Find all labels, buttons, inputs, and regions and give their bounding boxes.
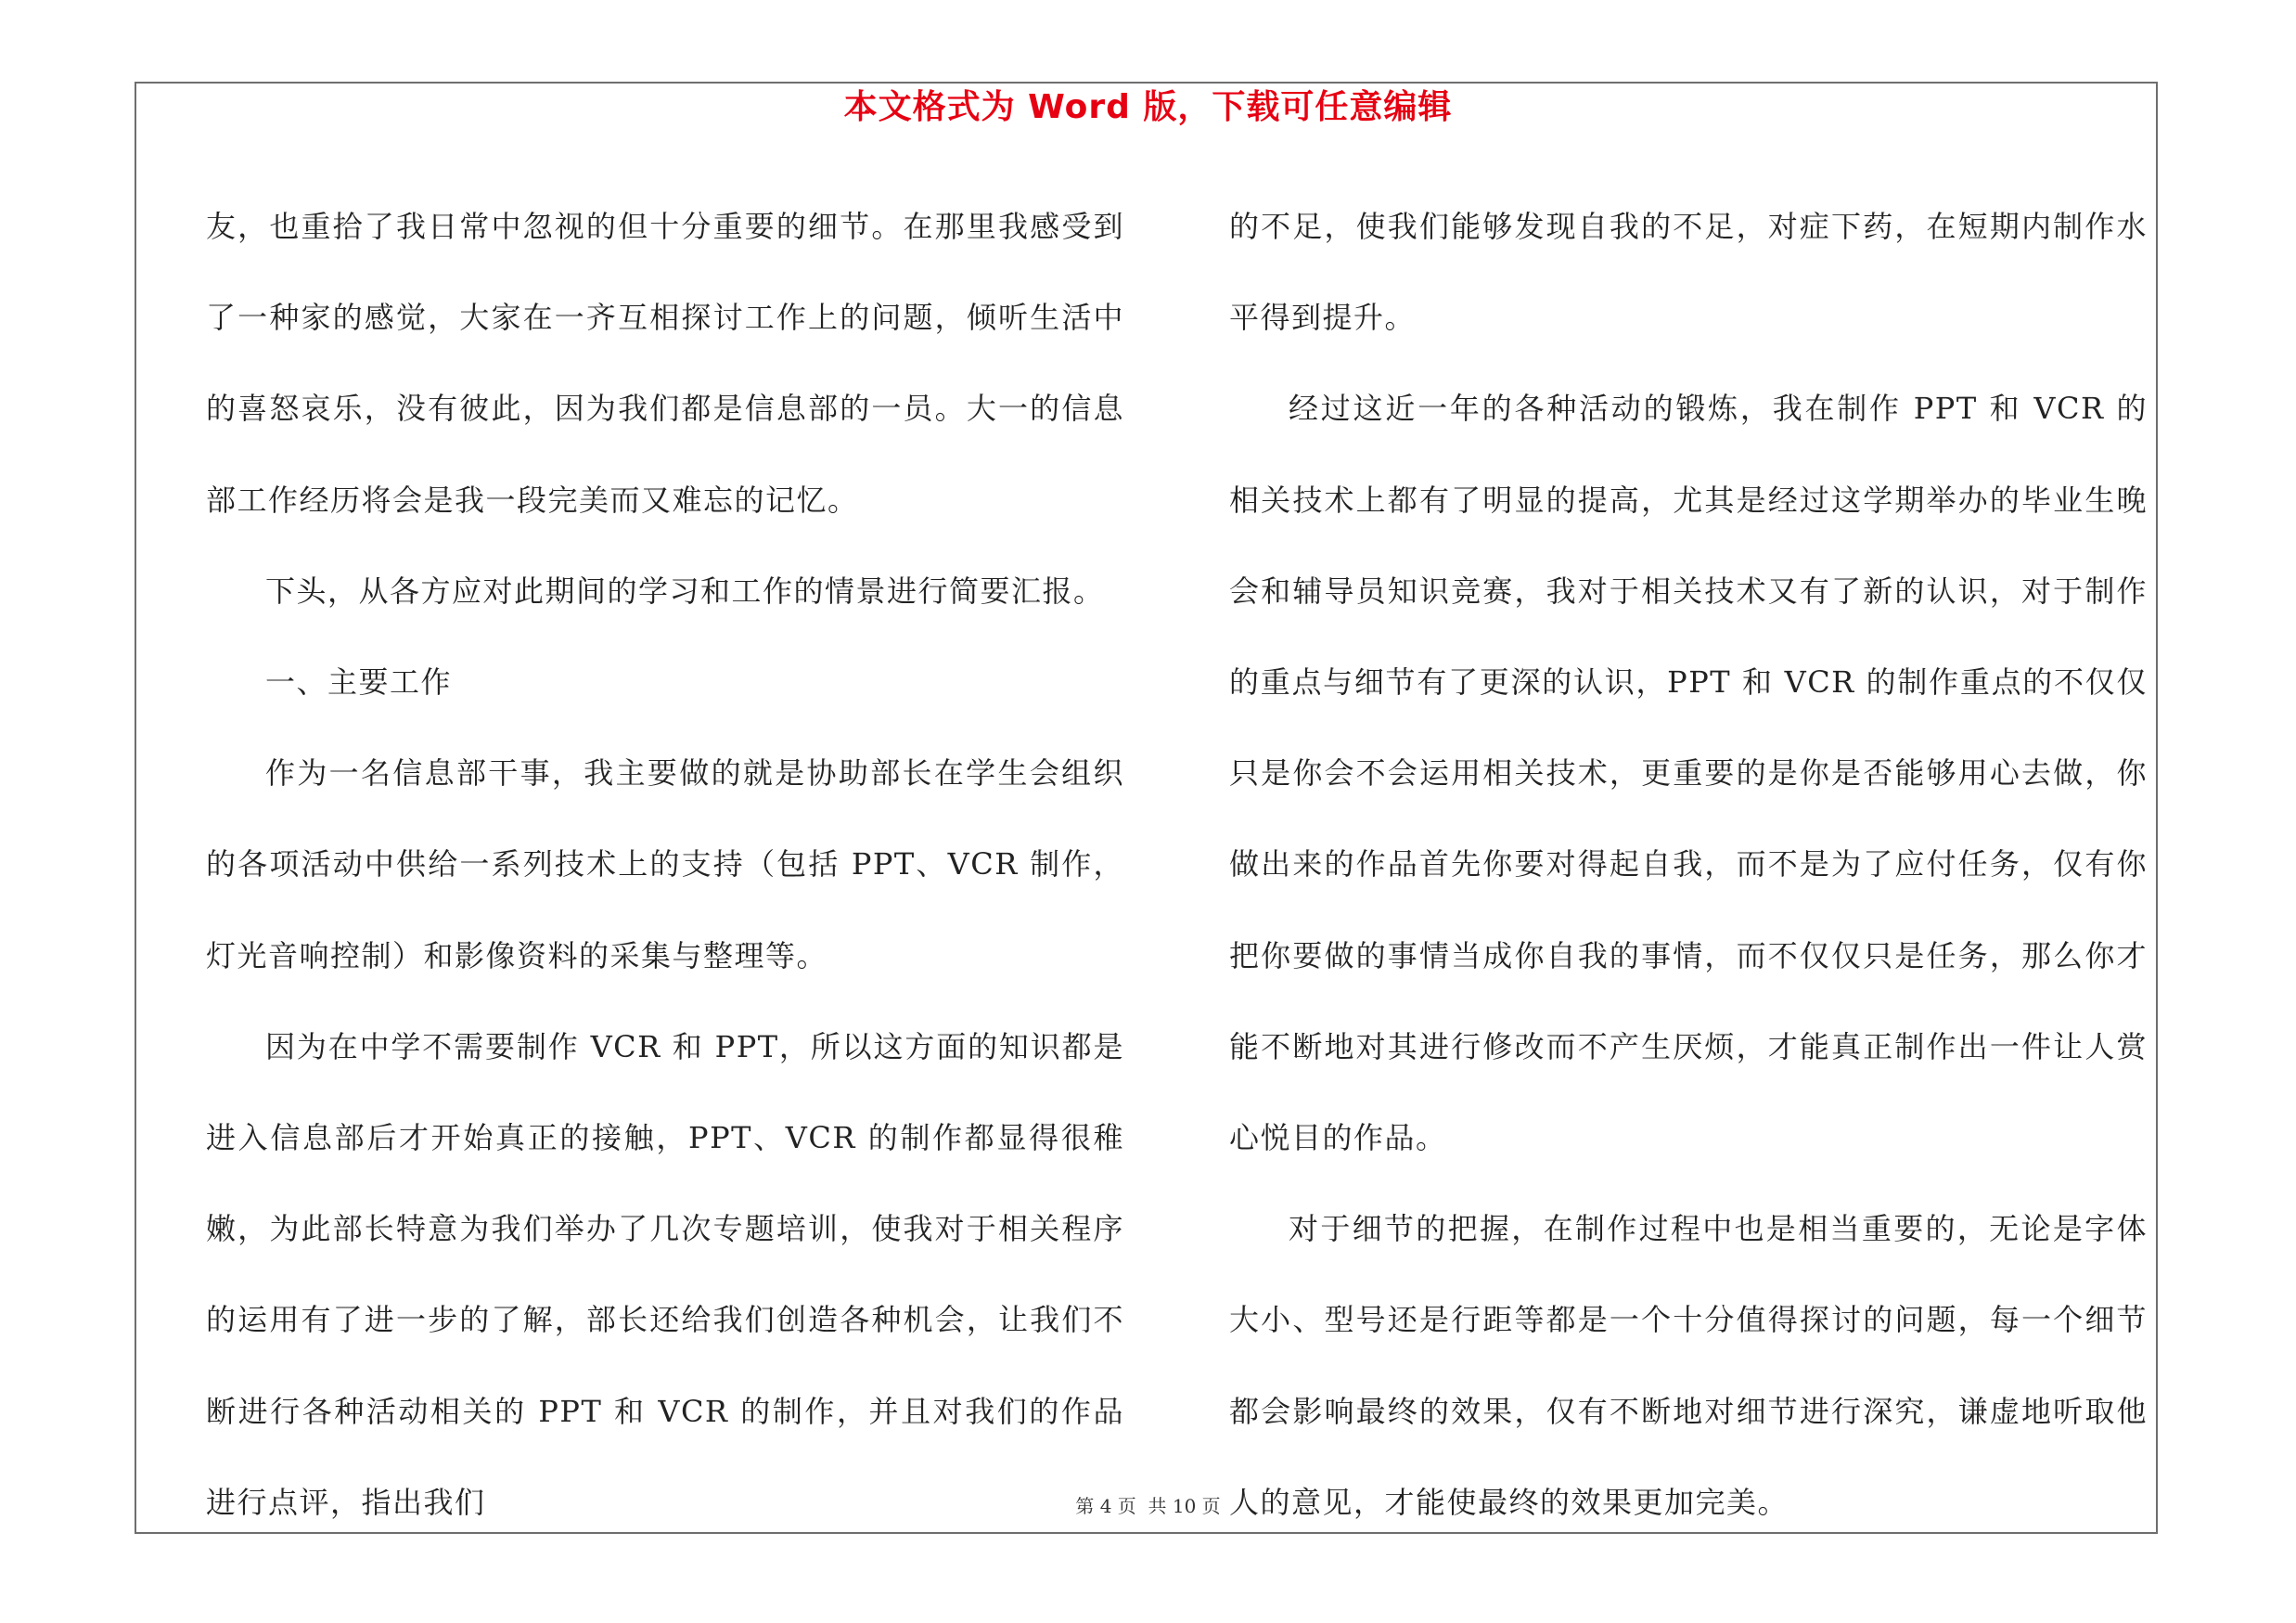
footer-middle: 页 共 <box>1117 1495 1167 1517</box>
paragraph: 经过这近一年的各种活动的锻炼，我在制作 PPT 和 VCR 的相关技术上都有了明显的提高，尤其是经过这学期举办的毕业生晚会和辅导员知识竞赛，我对于相关技术又有了新的认识，对于制作的重点与细节有了更深的认识，PPT 和 VCR 的制作重点的不仅仅只是你会不会运用相关技术，更重要的是你是否能够用心去做，你做出来的作品首先你要对得起自我，而不是为了应付任务，仅有你把你要做的事情当成你自我的事情，而不仅仅只是任务，那么你才能不断地对其进行修改而不产生厌烦，才能真正制作出一件让人赏心悦目的作品。 <box>1229 391 2148 1156</box>
paragraph: 的不足，使我们能够发现自我的不足，对症下药，在短期内制作水平得到提升。 <box>1229 209 2148 336</box>
total-page-count: 10 <box>1172 1495 1197 1517</box>
paragraph: 作为一名信息部干事，我主要做的就是协助部长在学生会组织的各项活动中供给一系列技术上的支持（包括 PPT、VCR 制作，灯光音响控制）和影像资料的采集与整理等。 <box>206 755 1124 973</box>
left-text-column <box>206 181 1124 1548</box>
page-number-footer <box>0 1494 2296 1518</box>
current-page-number: 4 <box>1099 1495 1112 1517</box>
paragraph: 因为在中学不需要制作 VCR 和 PPT，所以这方面的知识都是进入信息部后才开始真正的接触，PPT、VCR 的制作都显得很稚嫩，为此部长特意为我们举办了几次专题培训，使我对于相关程序的运用有了进一步的了解，部长还给我们创造各种机会，让我们不断进行各种活动相关的 PPT 和 VCR 的制作，并且对我们的作品进行点评，指出我们 <box>206 1028 1124 1520</box>
paragraph: 友，也重拾了我日常中忽视的但十分重要的细节。在那里我感受到了一种家的感觉，大家在一齐互相探讨工作上的问题，倾听生活中的喜怒哀乐，没有彼此，因为我们都是信息部的一员。大一的信息部工作经历将会是我一段完美而又难忘的记忆。 <box>206 209 1124 518</box>
paragraph: 对于细节的把握，在制作过程中也是相当重要的，无论是字体大小、型号还是行距等都是一个十分值得探讨的问题，每一个细节都会影响最终的效果，仅有不断地对细节进行深究，谦虚地听取他人的意见，才能使最终的效果更加完美。 <box>1229 1211 2148 1520</box>
footer-prefix: 第 <box>1075 1495 1095 1517</box>
section-heading: 一、主要工作 <box>265 664 453 701</box>
format-notice-banner: 本文格式为 Word 版，下载可任意编辑 <box>843 88 1453 126</box>
right-text-column <box>1229 181 2148 1548</box>
footer-suffix: 页 <box>1201 1495 1221 1517</box>
paragraph: 下头，从各方应对此期间的学习和工作的情景进行简要汇报。 <box>265 573 1105 609</box>
